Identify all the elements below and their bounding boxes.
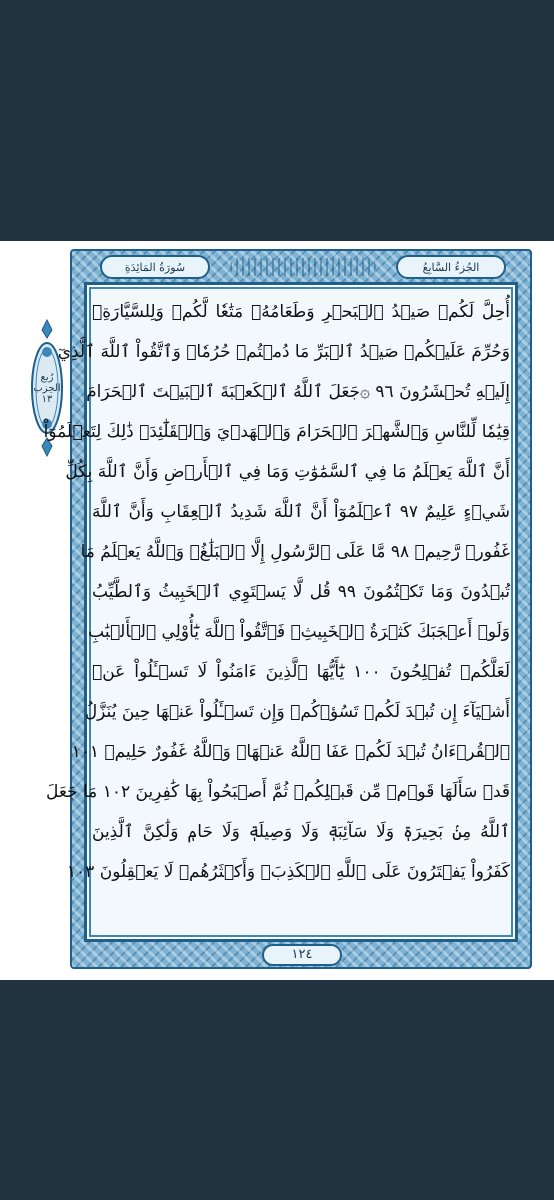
verse-line-11: أَشۡيَآءَ إِن تُبۡدَ لَكُمۡ تَسُؤۡكُمۡ وَإِن تَسۡـَٔلُواْ عَنۡهَا حِينَ يُنَزَّلُ xyxy=(84,702,510,722)
hizb-label-text: رُبع الحِزب xyxy=(33,372,61,394)
bottom-dark-band xyxy=(0,980,554,1200)
verse-line-10: لَعَلَّكُمۡ تُفۡلِحُونَ ١٠٠ يَٰٓأَيُّهَا ٱلَّذِينَ ءَامَنُواْ لَا تَسۡـَٔلُواْ عَنۡ xyxy=(92,662,510,682)
verse-line-13: قَدۡ سَأَلَهَا قَوۡمٞ مِّن قَبۡلِكُمۡ ثُمَّ أَصۡبَحُواْ بِهَا كَٰفِرِينَ ١٠٢ مَا جَعَلَ xyxy=(46,782,510,802)
verse-line-4: قِيَٰمٗا لِّلنَّاسِ وَٱلشَّهۡرَ ٱلۡحَرَامَ وَٱلۡهَدۡيَ وَٱلۡقَلَٰٓئِدَۚ ذَٰلِكَ لِتَعۡلَمُوٓاْ xyxy=(43,422,510,442)
surah-name-cartouche xyxy=(100,255,210,279)
juz-name: الجُزءُ السَّابِعُ xyxy=(422,260,480,274)
verse-line-6: شَيۡءٍ عَلِيمٌ ٩٧ ٱعۡلَمُوٓاْ أَنَّ ٱللَّهَ شَدِيدُ ٱلۡعِقَابِ وَأَنَّ ٱللَّهَ xyxy=(92,502,510,522)
verse-line-15: كَفَرُواْ يَفۡتَرُونَ عَلَى ٱللَّهِ ٱلۡكَذِبَۖ وَأَكۡثَرُهُمۡ لَا يَعۡقِلُونَ ١٠٣ xyxy=(66,862,510,882)
verse-line-8: تُبۡدُونَ وَمَا تَكۡتُمُونَ ٩٩ قُل لَّا يَسۡتَوِي ٱلۡخَبِيثُ وَٱلطَّيِّبُ xyxy=(92,582,510,602)
verse-line-9: وَلَوۡ أَعۡجَبَكَ كَثۡرَةُ ٱلۡخَبِيثِۚ فَٱتَّقُواْ ٱللَّهَ يَٰٓأُوْلِي ٱلۡأَلۡبَٰبِ xyxy=(88,622,510,642)
verse-line-2: وَحُرِّمَ عَلَيۡكُمۡ صَيۡدُ ٱلۡبَرِّ مَا دُمۡتُمۡ حُرُمٗاۗ وَٱتَّقُواْ ٱللَّهَ ٱلَّذِيٓ xyxy=(57,342,510,362)
surah-name: سُورَةُ المَائِدَةِ xyxy=(124,260,186,274)
verse-line-3: إِلَيۡهِ تُحۡشَرُونَ ٩٦ ۞جَعَلَ ٱللَّهُ ٱلۡكَعۡبَةَ ٱلۡبَيۡتَ ٱلۡحَرَامَ xyxy=(86,382,510,402)
top-dark-band xyxy=(0,0,554,241)
verse-line-1: أُحِلَّ لَكُمۡ صَيۡدُ ٱلۡبَحۡرِ وَطَعَامُهُۥ مَتَٰعٗا لَّكُمۡ وَلِلسَّيَّارَةِۖ xyxy=(92,302,510,322)
header-ornament xyxy=(230,258,376,276)
verse-line-12: ٱلۡقُرۡءَانُ تُبۡدَ لَكُمۡ عَفَا ٱللَّهُ عَنۡهَاۗ وَٱللَّهُ غَفُورٌ حَلِيمٞ ١٠١ xyxy=(71,742,510,762)
verse-line-7: غَفُورٞ رَّحِيمٞ ٩٨ مَّا عَلَى ٱلرَّسُولِ إِلَّا ٱلۡبَلَٰغُۗ وَٱللَّهُ يَعۡلَمُ مَا xyxy=(80,542,510,562)
juz-name-cartouche xyxy=(396,255,506,279)
verse-line-14: ٱللَّهُ مِنۢ بَحِيرَةٖ وَلَا سَآئِبَةٖ وَلَا وَصِيلَةٖ وَلَا حَامٖ وَلَٰكِنَّ ٱلَّذِينَ xyxy=(92,822,510,842)
hizb-marker-label xyxy=(30,372,64,405)
verse-line-5: أَنَّ ٱللَّهَ يَعۡلَمُ مَا فِي ٱلسَّمَٰوَٰتِ وَمَا فِي ٱلۡأَرۡضِ وَأَنَّ ٱللَّهَ بِكُلِّ xyxy=(65,462,510,482)
page-number: ١٢٤ xyxy=(262,944,342,966)
hizb-number: ١٣ xyxy=(41,394,53,405)
